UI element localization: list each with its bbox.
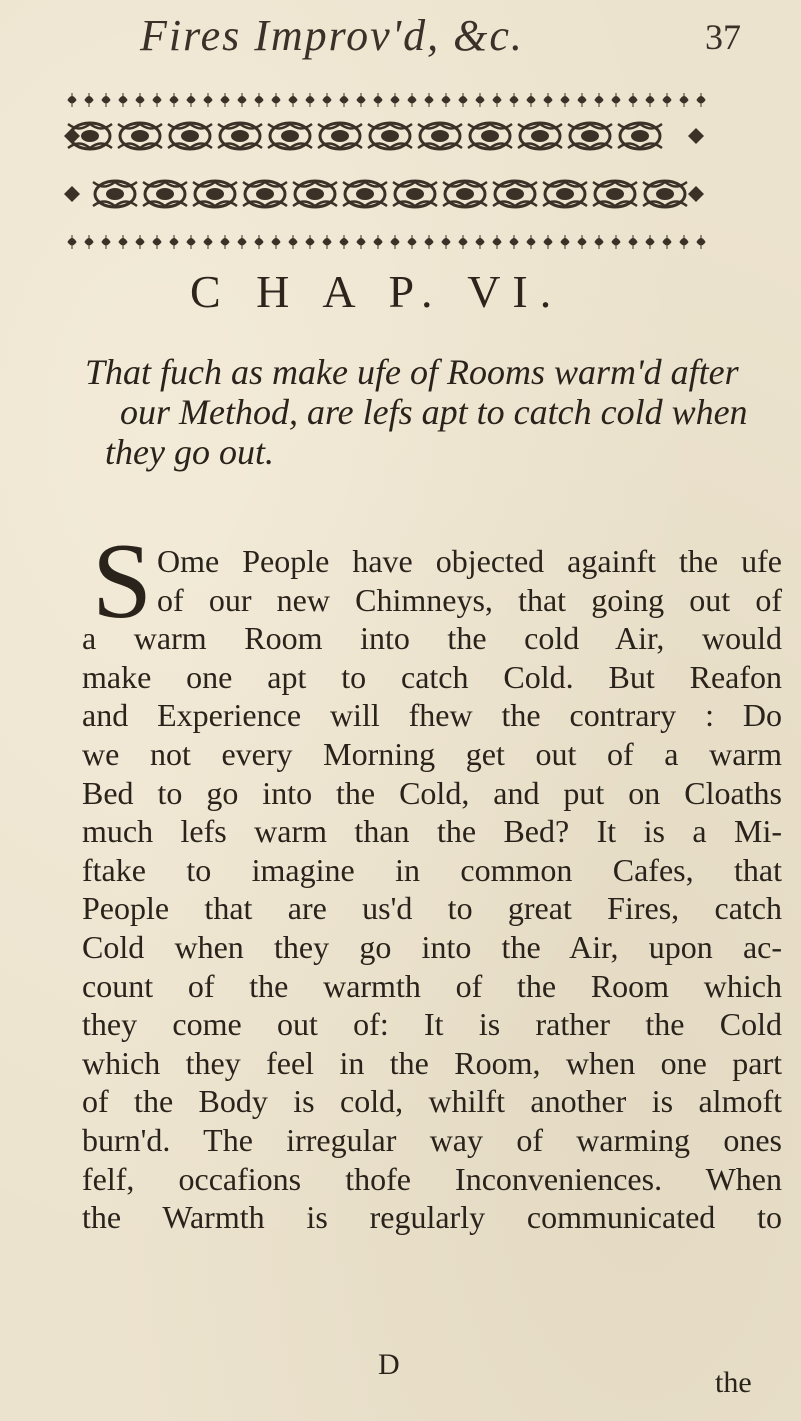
body-line: a warm Room into the cold Air, would — [82, 620, 782, 657]
body-line: Bed to go into the Cold, and put on Cloaths — [82, 774, 782, 811]
summary-line: That fuch as make ufe of Rooms warm'd after — [85, 352, 739, 392]
body-line: People that are us'd to great Fires, catch — [82, 890, 782, 927]
catchword: the — [715, 1366, 752, 1399]
signature-mark: D — [378, 1348, 400, 1381]
body-line: which they feel in the Room, when one part — [82, 1044, 782, 1081]
body-line: Ome People have objected againft the ufe — [157, 543, 782, 579]
body-line: and Experience will fhew the contrary : Do — [82, 697, 782, 734]
ornamental-headpiece — [60, 88, 710, 260]
knot-row-lower — [64, 181, 704, 207]
body-line: make one apt to catch Cold. But Reafon — [82, 658, 782, 695]
summary-line: they go out. — [105, 432, 274, 472]
body-line: much lefs warm than the Bed? It is a Mi- — [82, 813, 782, 850]
summary-line: our Method, are lefs apt to catch cold when — [120, 392, 748, 432]
body-line: of the Body is cold, whilft another is almoft — [82, 1083, 782, 1120]
page-number: 37 — [705, 17, 741, 57]
body-line: we not every Morning get out of a warm — [82, 735, 782, 772]
body-line: of our new Chimneys, that going out of — [157, 581, 782, 618]
body-line: they come out of: It is rather the Cold — [82, 1006, 782, 1043]
fleuron-row-bottom — [68, 235, 705, 249]
fleuron-row-top — [68, 93, 705, 107]
chapter-heading: C H A P. VI. — [190, 266, 564, 317]
running-head: Fires Improv'd, &c. — [140, 11, 524, 60]
body-line: felf, occafions thofe Inconveniences. When — [82, 1160, 782, 1197]
chapter-summary — [85, 352, 785, 472]
drop-cap: S — [92, 522, 153, 641]
body-text — [82, 542, 782, 1237]
body-line: the Warmth is regularly communicated to — [82, 1199, 782, 1236]
body-line: count of the warmth of the Room which — [82, 967, 782, 1004]
knot-row-upper — [64, 123, 704, 149]
body-line: ftake to imagine in common Cafes, that — [82, 851, 782, 888]
body-line: Cold when they go into the Air, upon ac- — [82, 928, 782, 965]
body-line: burn'd. The irregular way of warming ones — [82, 1121, 782, 1158]
